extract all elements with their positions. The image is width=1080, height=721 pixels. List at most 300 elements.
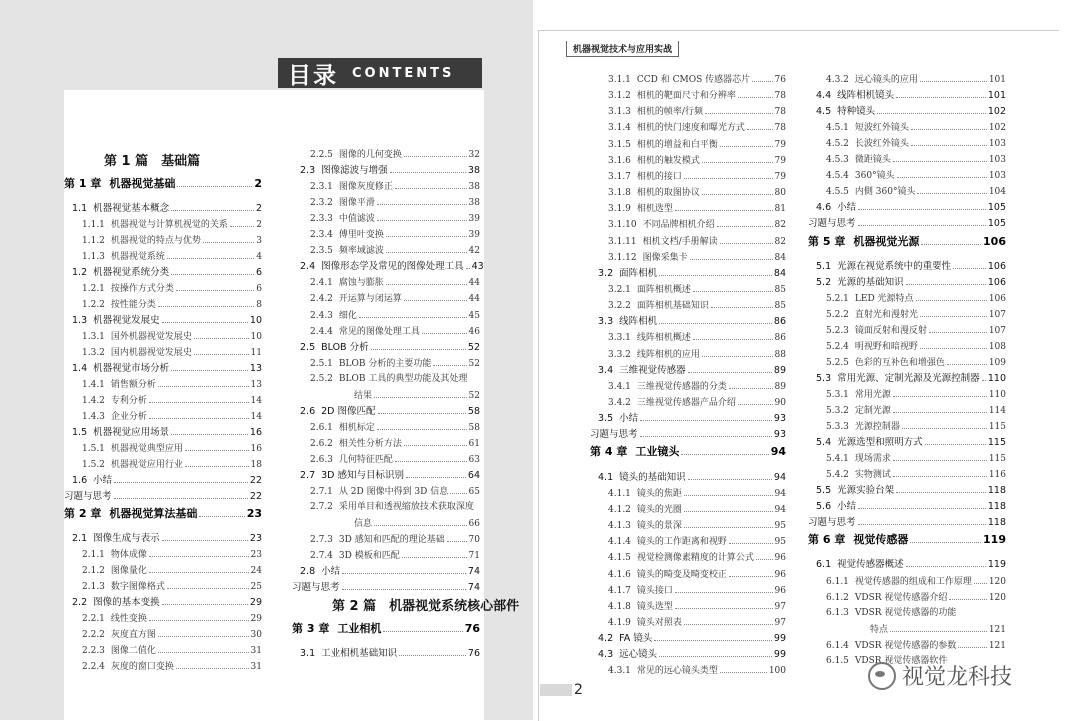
- toc-leader-dots: [896, 89, 986, 98]
- toc-leader-dots: [162, 596, 248, 605]
- toc-subsection[interactable]: [870, 623, 1006, 636]
- toc-leader-dots: [688, 471, 772, 480]
- toc-page-number: 120: [988, 576, 1006, 587]
- contents-banner: [278, 58, 482, 88]
- toc-subsection[interactable]: [82, 330, 262, 343]
- toc-subsection[interactable]: [826, 292, 1006, 305]
- toc-subsection[interactable]: [608, 616, 786, 629]
- toc-page-number: 16: [250, 444, 262, 454]
- toc-exercises[interactable]: [64, 490, 262, 503]
- toc-section[interactable]: [816, 372, 1006, 385]
- toc-page-number: 70: [468, 535, 480, 546]
- toc-number: 6.1.2: [826, 592, 849, 603]
- toc-title: VDSR 视觉传感器的功能: [854, 607, 957, 618]
- toc-title: 按性能分类: [110, 300, 156, 310]
- toc-title: 相机的触发模式: [636, 155, 700, 166]
- toc-page-number: 32: [468, 150, 480, 160]
- toc-subsection[interactable]: [826, 308, 1006, 321]
- toc-subsection[interactable]: [82, 580, 262, 593]
- toc-leader-dots: [342, 565, 466, 574]
- toc-subsection[interactable]: [82, 458, 262, 471]
- toc-subsection[interactable]: [608, 503, 786, 516]
- toc-title: 细化: [338, 310, 357, 321]
- toc-subsection[interactable]: [82, 442, 262, 455]
- toc-page-number: 86: [773, 316, 786, 328]
- toc-number: 3.1.11: [608, 236, 637, 247]
- toc-page-number: 115: [987, 437, 1006, 449]
- toc-section[interactable]: [816, 484, 1006, 497]
- toc-number: 3.3: [598, 316, 614, 328]
- toc-page-number: 79: [774, 155, 786, 166]
- toc-title: 3D 感知和匹配的理论基础: [338, 535, 445, 546]
- toc-subsection[interactable]: [310, 196, 480, 209]
- toc-subsection[interactable]: [826, 340, 1006, 353]
- toc-title: 习题与思考: [808, 218, 856, 230]
- toc-subsection[interactable]: [608, 487, 786, 500]
- toc-subsection[interactable]: [608, 105, 786, 118]
- toc-subsection[interactable]: [608, 235, 786, 248]
- toc-subsection[interactable]: [608, 283, 786, 296]
- toc-subsection[interactable]: [310, 228, 480, 241]
- toc-title: 相关性分析方法: [338, 438, 402, 449]
- toc-page-number: 2: [255, 203, 262, 214]
- toc-number: 2.4.3: [310, 310, 333, 321]
- toc-subsection[interactable]: [82, 378, 262, 391]
- toc-leader-dots: [640, 412, 772, 421]
- toc-leader-dots: [167, 580, 249, 589]
- toc-subsection[interactable]: [608, 138, 786, 151]
- toc-exercises[interactable]: [292, 581, 480, 594]
- toc-chapter[interactable]: [808, 534, 1006, 546]
- toc-number: 4.1.5: [608, 553, 631, 564]
- toc-section[interactable]: [300, 405, 480, 418]
- toc-subsection[interactable]: [826, 153, 1006, 166]
- toc-subsection[interactable]: [310, 485, 480, 498]
- toc-page-number: 39: [468, 214, 480, 225]
- toc-leader-dots: [675, 600, 773, 609]
- toc-number: 1.4.1: [82, 380, 105, 390]
- toc-subsection[interactable]: [310, 276, 480, 289]
- toc-subsection[interactable]: [310, 212, 480, 225]
- toc-section[interactable]: [598, 412, 786, 425]
- toc-number: 第 3 章: [292, 622, 330, 636]
- toc-title: 按操作方式分类: [110, 284, 174, 294]
- toc-title: 数字图像格式: [110, 582, 165, 592]
- toc-title: 销售额分析: [110, 380, 156, 390]
- toc-page-number: 44: [468, 278, 480, 289]
- toc-title: 工业相机基础知识: [321, 648, 398, 660]
- toc-subsection[interactable]: [310, 292, 480, 305]
- toc-title: 短波红外镜头: [854, 123, 909, 134]
- toc-page-number: 120: [988, 592, 1006, 603]
- toc-subsection[interactable]: [608, 584, 786, 597]
- toc-page-number: 106: [983, 234, 1006, 248]
- toc-subsection[interactable]: [826, 639, 1006, 652]
- toc-subsection[interactable]: [310, 421, 480, 434]
- toc-section[interactable]: [816, 436, 1006, 449]
- toc-leader-dots: [756, 551, 773, 560]
- toc-section[interactable]: [598, 364, 786, 377]
- toc-section[interactable]: [816, 105, 1006, 118]
- toc-title: 相机的帧率/行频: [636, 107, 703, 118]
- toc-page-number: 100: [768, 666, 786, 677]
- toc-subsection[interactable]: [310, 533, 480, 546]
- toc-page-number: 74: [467, 566, 480, 578]
- toc-section[interactable]: [598, 632, 786, 645]
- toc-page-number: 30: [250, 630, 262, 640]
- toc-title: BLOB 工具的典型功能及其处理: [338, 373, 468, 384]
- toc-number: 1.2.2: [82, 300, 105, 310]
- toc-title: 光源实验台架: [837, 485, 895, 497]
- toc-subsection[interactable]: [310, 357, 480, 370]
- toc-leader-dots: [916, 292, 987, 301]
- toc-subsection[interactable]: [608, 551, 786, 564]
- toc-page-number: 95: [774, 537, 786, 548]
- toc-leader-dots: [720, 138, 773, 147]
- toc-title: 相机的靶面尺寸和分辨率: [636, 91, 736, 102]
- toc-section[interactable]: [816, 201, 1006, 214]
- toc-page-number: 64: [467, 470, 480, 481]
- toc-number: 2.7.1: [310, 487, 333, 498]
- toc-section[interactable]: [300, 565, 480, 578]
- toc-page-number: 103: [988, 155, 1006, 166]
- toc-title: 机器视觉算法基础: [109, 507, 198, 520]
- toc-subsection[interactable]: [82, 644, 262, 657]
- toc-title: 习题与思考: [808, 517, 856, 529]
- toc-subsection[interactable]: [82, 234, 262, 247]
- toc-subsection[interactable]: [82, 410, 262, 423]
- toc-subsection[interactable]: [608, 299, 786, 312]
- toc-subsection[interactable]: [608, 73, 786, 86]
- toc-page-number: 13: [250, 380, 262, 390]
- toc-subsection[interactable]: [82, 660, 262, 673]
- toc-section[interactable]: [598, 267, 786, 280]
- toc-subsection[interactable]: [310, 244, 480, 257]
- toc-section[interactable]: [598, 471, 786, 484]
- toc-number: 2.2.2: [82, 630, 105, 640]
- toc-subsection[interactable]: [354, 517, 480, 530]
- toc-section[interactable]: [300, 647, 480, 660]
- toc-subsection[interactable]: [310, 180, 480, 193]
- toc-page-number: 6: [255, 267, 262, 278]
- toc-page-number: 85: [774, 301, 786, 312]
- toc-page-number: 94: [774, 488, 786, 499]
- toc-leader-dots: [378, 405, 466, 414]
- toc-number: 3.2.1: [608, 284, 631, 295]
- toc-subsection[interactable]: [82, 218, 262, 231]
- toc-number: 4.4: [816, 90, 832, 102]
- toc-title: 机器视觉系统: [110, 252, 165, 262]
- toc-subsection[interactable]: [608, 568, 786, 581]
- toc-number: 2.6.1: [310, 422, 333, 433]
- toc-title: 机器视觉光源: [853, 234, 920, 248]
- toc-page-number: 65: [468, 487, 480, 498]
- toc-leader-dots: [386, 228, 467, 237]
- toc-title: 相机选型: [636, 204, 673, 215]
- toc-subsection[interactable]: [826, 121, 1006, 134]
- toc-subsection[interactable]: [826, 169, 1006, 182]
- toc-subsection[interactable]: [310, 453, 480, 466]
- toc-page-number: 58: [467, 405, 480, 417]
- toc-leader-dots: [675, 584, 773, 593]
- toc-page-number: 76: [774, 75, 786, 85]
- toc-title: 图像的几何变换: [338, 150, 402, 160]
- toc-subsection[interactable]: [608, 600, 786, 613]
- toc-number: 4.1.4: [608, 537, 631, 548]
- toc-title: 360°镜头: [854, 171, 895, 182]
- toc-leader-dots: [390, 164, 466, 173]
- toc-number: 2.1: [72, 533, 88, 544]
- toc-number: 3.5: [598, 413, 614, 425]
- toc-chapter[interactable]: [590, 446, 786, 458]
- toc-subsection[interactable]: [608, 331, 786, 344]
- toc-section[interactable]: [72, 266, 262, 279]
- toc-subsection[interactable]: [608, 251, 786, 264]
- toc-title: 小结: [837, 501, 857, 513]
- toc-leader-dots: [395, 453, 467, 462]
- toc-exercises[interactable]: [590, 428, 786, 441]
- toc-section[interactable]: [72, 426, 262, 439]
- toc-subsection[interactable]: [608, 89, 786, 102]
- toc-subsection[interactable]: [82, 298, 262, 311]
- toc-subsection[interactable]: [826, 388, 1006, 401]
- toc-subsection[interactable]: [82, 346, 262, 359]
- toc-title: 图像采集卡: [642, 252, 688, 263]
- toc-subsection[interactable]: [82, 250, 262, 263]
- toc-subsection[interactable]: [608, 121, 786, 134]
- toc-number: 2.6: [300, 405, 316, 417]
- book-title-tab: 机器视觉技术与应用实战: [566, 41, 679, 57]
- toc-page-number: 82: [774, 220, 786, 231]
- toc-leader-dots: [896, 484, 986, 493]
- toc-leader-dots: [185, 458, 249, 467]
- toc-page-number: 79: [774, 139, 786, 150]
- toc-page-number: 119: [983, 533, 1006, 547]
- toc-number: 4.1.3: [608, 521, 631, 532]
- toc-title: 三维视觉传感器: [619, 364, 686, 376]
- toc-subsection[interactable]: [608, 202, 786, 215]
- toc-number: 2.4: [300, 261, 316, 273]
- toc-leader-dots: [902, 420, 987, 429]
- toc-subsection[interactable]: [826, 468, 1006, 481]
- toc-subsection[interactable]: [82, 548, 262, 561]
- toc-subsection[interactable]: [82, 628, 262, 641]
- toc-number: 2.7.4: [310, 551, 333, 562]
- toc-leader-dots: [949, 591, 986, 600]
- toc-section[interactable]: [300, 469, 480, 482]
- toc-leader-dots: [858, 201, 986, 210]
- toc-page-number: 44: [468, 294, 480, 305]
- toc-section[interactable]: [72, 596, 262, 609]
- toc-leader-dots: [717, 218, 773, 227]
- toc-leader-dots: [406, 469, 466, 478]
- toc-title: 光源在视觉系统中的重要性: [837, 260, 952, 272]
- toc-subsection[interactable]: [826, 404, 1006, 417]
- toc-number: 4.5.2: [826, 139, 849, 150]
- toc-page-number: 82: [774, 236, 786, 247]
- toc-number: 5.2: [816, 276, 832, 288]
- toc-subsection[interactable]: [310, 501, 480, 513]
- toc-section[interactable]: [816, 558, 1006, 571]
- toc-number: 2.3.5: [310, 246, 333, 257]
- toc-subsection[interactable]: [310, 148, 480, 161]
- toc-section[interactable]: [72, 474, 262, 487]
- toc-subsection[interactable]: [310, 437, 480, 450]
- toc-title: 图像生成与表示: [93, 533, 160, 544]
- toc-leader-dots: [897, 169, 987, 178]
- toc-number: 3.1.2: [608, 91, 631, 102]
- toc-page-number: 97: [774, 617, 786, 628]
- toc-page-number: 11: [250, 348, 262, 358]
- toc-section[interactable]: [300, 260, 484, 273]
- toc-page-number: 116: [988, 470, 1006, 481]
- toc-number: 2.8: [300, 566, 316, 578]
- toc-number: 2.5: [300, 341, 316, 353]
- toc-leader-dots: [920, 340, 987, 349]
- toc-section[interactable]: [816, 500, 1006, 513]
- toc-section[interactable]: [816, 89, 1006, 102]
- toc-leader-dots: [149, 410, 249, 419]
- toc-subsection[interactable]: [826, 324, 1006, 337]
- toc-title: 镜头的焦距: [636, 488, 682, 499]
- toc-leader-dots: [910, 534, 981, 543]
- toc-page-number: 80: [774, 188, 786, 199]
- toc-subsection[interactable]: [82, 282, 262, 295]
- toc-subsection[interactable]: [310, 373, 480, 385]
- toc-section[interactable]: [816, 276, 1006, 289]
- toc-subsection[interactable]: [826, 137, 1006, 150]
- toc-page-number: 89: [773, 364, 786, 376]
- toc-page-number: 8: [256, 300, 262, 310]
- toc-page-number: 61: [468, 438, 480, 449]
- toc-section[interactable]: [598, 315, 786, 328]
- toc-title: 面阵相机: [619, 267, 658, 279]
- toc-section[interactable]: [816, 260, 1006, 273]
- toc-subsection[interactable]: [608, 396, 786, 409]
- toc-subsection[interactable]: [608, 170, 786, 183]
- toc-section[interactable]: [72, 314, 262, 327]
- toc-section[interactable]: [72, 202, 262, 215]
- toc-leader-dots: [953, 260, 986, 269]
- toc-subsection[interactable]: [608, 380, 786, 393]
- toc-number: 3.2: [598, 267, 614, 279]
- toc-chapter[interactable]: [292, 623, 480, 635]
- toc-number: 1.3.1: [82, 332, 105, 342]
- toc-subsection[interactable]: [826, 420, 1006, 433]
- toc-subsection[interactable]: [82, 564, 262, 577]
- toc-number: 1.1.2: [82, 236, 105, 246]
- toc-number: 1.3: [72, 315, 88, 326]
- toc-page-number: 23: [250, 550, 262, 560]
- toc-number: 2.6.3: [310, 454, 333, 465]
- toc-exercises[interactable]: [808, 217, 1006, 230]
- toc-exercises[interactable]: [808, 516, 1006, 529]
- toc-subsection[interactable]: [826, 591, 1006, 604]
- toc-title: 线阵相机的应用: [636, 349, 700, 360]
- toc-subsection[interactable]: [608, 186, 786, 199]
- toc-page-number: 96: [774, 585, 786, 596]
- toc-subsection[interactable]: [826, 607, 1006, 619]
- part-heading: 第 1 篇 基础篇: [104, 154, 201, 169]
- toc-subsection[interactable]: [826, 73, 1006, 86]
- toc-page-number: 93: [773, 429, 786, 441]
- toc-title: 机器视觉基础: [109, 177, 176, 190]
- toc-subsection[interactable]: [608, 218, 786, 231]
- banner-title-cn: 目录: [288, 62, 338, 89]
- toc-section[interactable]: [598, 648, 786, 661]
- toc-number: 5.2.3: [826, 325, 849, 336]
- toc-title: 面阵相机基础知识: [636, 301, 709, 312]
- toc-leader-dots: [958, 639, 986, 648]
- toc-number: 2.2.3: [82, 646, 105, 656]
- toc-title: 相机的增益和白平衡: [636, 139, 718, 150]
- toc-title: 开运算与闭运算: [338, 294, 402, 305]
- toc-subsection[interactable]: [310, 325, 480, 338]
- toc-section[interactable]: [300, 341, 480, 354]
- toc-page-number: 10: [250, 332, 262, 342]
- toc-subsection[interactable]: [608, 535, 786, 548]
- toc-section[interactable]: [72, 362, 262, 375]
- toc-subsection[interactable]: [826, 452, 1006, 465]
- toc-number: 3.1.6: [608, 155, 631, 166]
- toc-section[interactable]: [300, 164, 480, 177]
- toc-page-number: 97: [774, 601, 786, 612]
- toc-chapter[interactable]: [64, 508, 262, 520]
- toc-leader-dots: [447, 533, 467, 542]
- toc-page-number: 121: [988, 624, 1006, 635]
- toc-leader-dots: [199, 508, 244, 517]
- toc-section[interactable]: [72, 532, 262, 545]
- toc-leader-dots: [684, 503, 773, 512]
- toc-leader-dots: [858, 516, 986, 525]
- toc-subsection[interactable]: [310, 549, 480, 562]
- toc-number: 3.3.1: [608, 333, 631, 344]
- toc-subsection[interactable]: [608, 154, 786, 167]
- toc-chapter[interactable]: [64, 178, 262, 190]
- toc-title: 实物测试: [854, 470, 891, 481]
- toc-subsection[interactable]: [310, 309, 480, 322]
- toc-title: 光源控制器: [854, 422, 900, 433]
- toc-chapter[interactable]: [808, 236, 1006, 248]
- toc-subsection[interactable]: [608, 348, 786, 361]
- toc-title: 相机标定: [338, 422, 375, 433]
- toc-number: 1.3.2: [82, 348, 105, 358]
- watermark-text: 视觉龙科技: [902, 665, 1013, 690]
- watermark: [868, 660, 1012, 691]
- toc-title: 三维视觉传感器的分类: [636, 381, 727, 392]
- toc-number: 3.1: [300, 648, 316, 660]
- toc-title: 视觉传感器: [853, 533, 909, 547]
- toc-subsection[interactable]: [608, 519, 786, 532]
- toc-number: 2.7.2: [310, 502, 333, 513]
- toc-subsection[interactable]: [608, 664, 786, 677]
- toc-subsection[interactable]: [826, 356, 1006, 369]
- toc-leader-dots: [929, 324, 987, 333]
- toc-subsection[interactable]: [826, 575, 1006, 588]
- toc-title: 远心镜头的应用: [854, 75, 918, 85]
- toc-page-number: 10: [249, 315, 262, 326]
- toc-subsection[interactable]: [354, 389, 480, 402]
- toc-subsection[interactable]: [826, 185, 1006, 198]
- toc-title: 小结: [837, 202, 857, 214]
- toc-title: 机器视觉发展史: [93, 315, 160, 326]
- toc-number: 2.6.2: [310, 438, 333, 449]
- toc-subsection[interactable]: [82, 612, 262, 625]
- toc-title: 机器视觉的特点与优势: [110, 236, 201, 246]
- toc-leader-dots: [149, 394, 249, 403]
- toc-page-number: 105: [987, 218, 1006, 230]
- toc-subsection[interactable]: [82, 394, 262, 407]
